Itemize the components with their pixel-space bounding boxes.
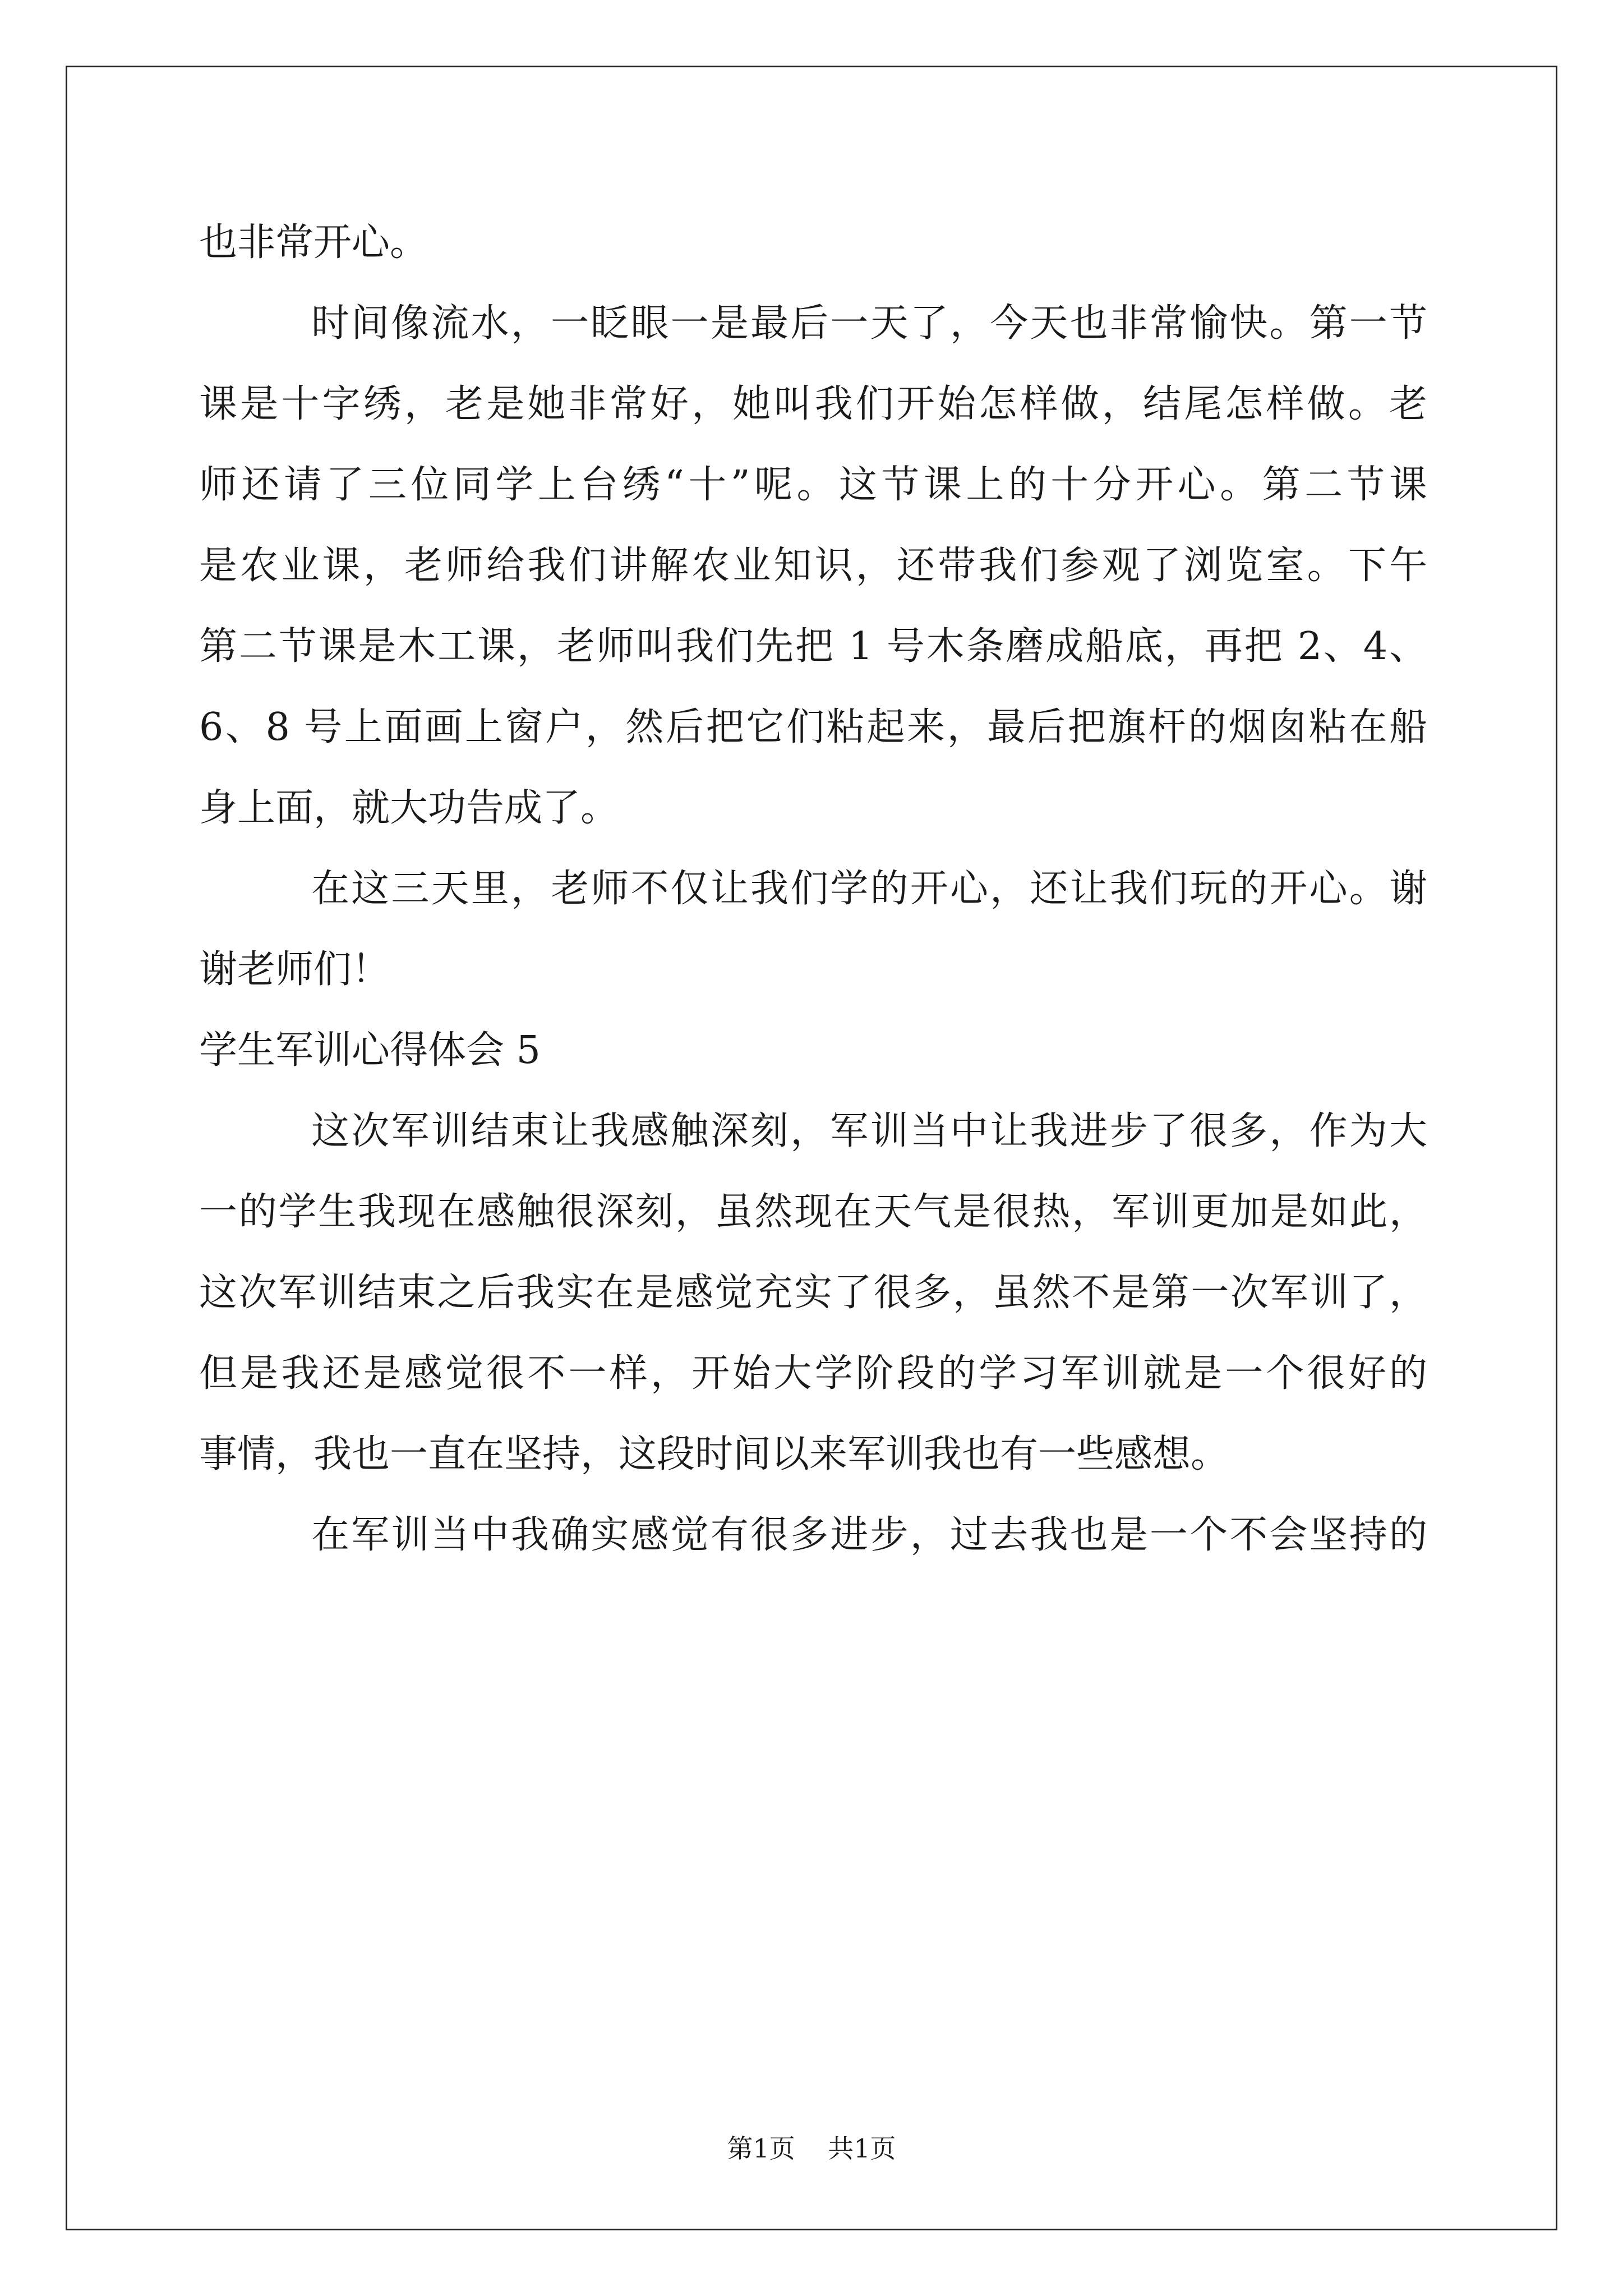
text-line: 也非常开心。 [199,220,428,265]
text-line: 时间像流水，一眨眼一是最后一天了，今天也非常愉快。第一节 [311,301,1427,346]
text-line: 事情，我也一直在坚持，这段时间以来军训我也有一些感想。 [199,1432,1229,1476]
text-line: 一的学生我现在感触很深刻，虽然现在天气是很热，军训更加是如此， [199,1190,1427,1234]
text-line: 是农业课，老师给我们讲解农业知识，还带我们参观了浏览室。下午 [199,544,1427,588]
text-line: 这次军训结束让我感触深刻，军训当中让我进步了很多，作为大 [311,1109,1427,1153]
text-line: 在这三天里，老师不仅让我们学的开心，还让我们玩的开心。谢 [311,867,1427,911]
text-line: 师还请了三位同学上台绣“十”呢。这节课上的十分开心。第二节课 [199,463,1427,507]
text-line: 谢老师们！ [199,947,390,992]
text-line: 课是十字绣，老是她非常好，她叫我们开始怎样做，结尾怎样做。老 [199,382,1427,426]
text-line: 在军训当中我确实感觉有很多进步，过去我也是一个不会坚持的 [311,1513,1427,1557]
page-total: 共1页 [828,2133,896,2164]
text-line: 但是我还是感觉很不一样，开始大学阶段的学习军训就是一个很好的 [199,1351,1427,1396]
text-line: 第二节课是木工课，老师叫我们先把 1 号木条磨成船底，再把 2、4、 [199,624,1427,669]
page-footer [0,2132,1623,2165]
text-line: 6、8 号上面画上窗户，然后把它们粘起来，最后把旗杆的烟囱粘在船 [199,705,1427,749]
text-line: 身上面，就大功告成了。 [199,786,619,830]
document-body [199,203,1427,1576]
section-heading: 学生军训心得体会 5 [199,1028,541,1073]
page-number: 第1页 [727,2133,795,2164]
text-line: 这次军训结束之后我实在是感觉充实了很多，虽然不是第一次军训了， [199,1271,1427,1315]
